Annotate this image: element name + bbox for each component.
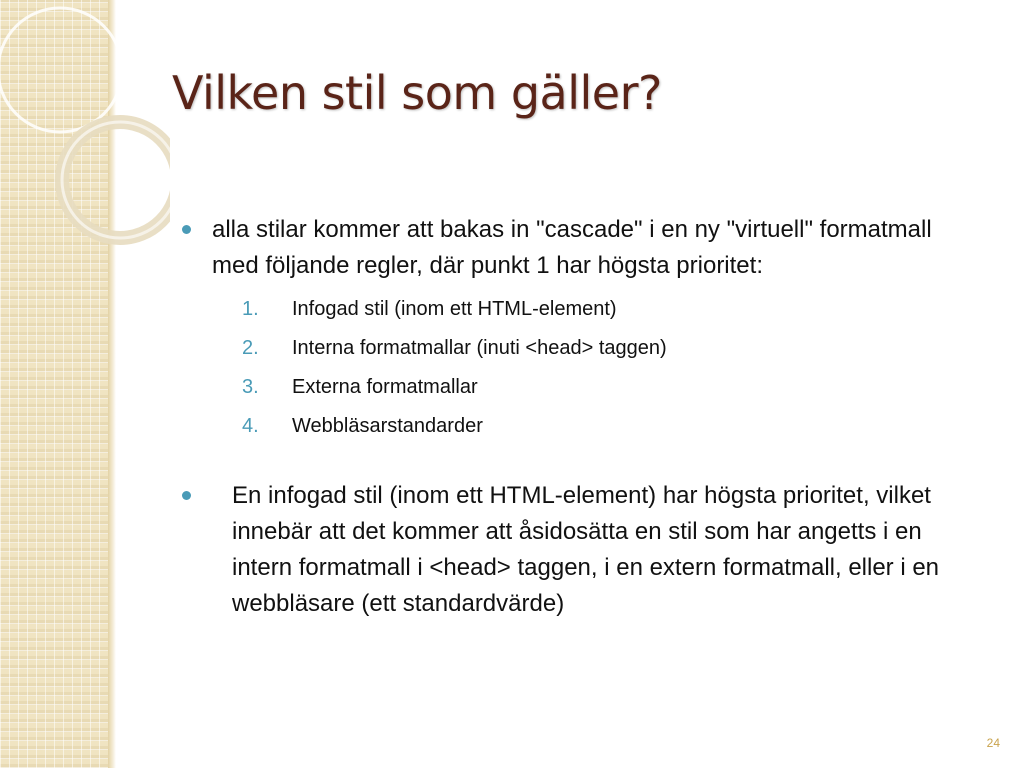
list-item-text: Interna formatmallar (inuti <head> taggen) [292,337,667,359]
list-item [212,407,972,446]
bullet-item [182,478,977,622]
list-item [212,329,972,368]
list-item [212,368,972,407]
page-number: 24 [986,736,1000,750]
list-number: 3. [242,376,259,398]
decorative-plaid-panel [0,0,114,768]
list-number: 2. [242,337,259,359]
slide-title: Vilken stil som gäller? [172,66,662,120]
bullet-dot-icon [182,491,191,500]
list-item-text: Externa formatmallar [292,376,478,398]
bullet-dot-icon [182,225,191,234]
list-item [212,290,972,329]
list-item-text: Webbläsarstandarder [292,415,483,437]
bullet-text: En infogad stil (inom ett HTML-element) har högsta prioritet, vilket innebär att det kommer att åsidosätta en stil som har angetts i en intern formatmall i <head> taggen, i en extern formatmall, eller i en webbläsare (ett standardvärde) [232,482,940,617]
decorative-panel-edge [108,0,116,768]
list-item-text: Infogad stil (inom ett HTML-element) [292,298,617,320]
list-number: 1. [242,298,259,320]
bullet-text: alla stilar kommer att bakas in "cascade" i en ny "virtuell" formatmall med följande regler, där punkt 1 har högsta prioritet: [212,216,932,279]
numbered-list [212,290,972,446]
slide-content [182,212,982,622]
list-number: 4. [242,415,259,437]
bullet-item [182,212,972,446]
